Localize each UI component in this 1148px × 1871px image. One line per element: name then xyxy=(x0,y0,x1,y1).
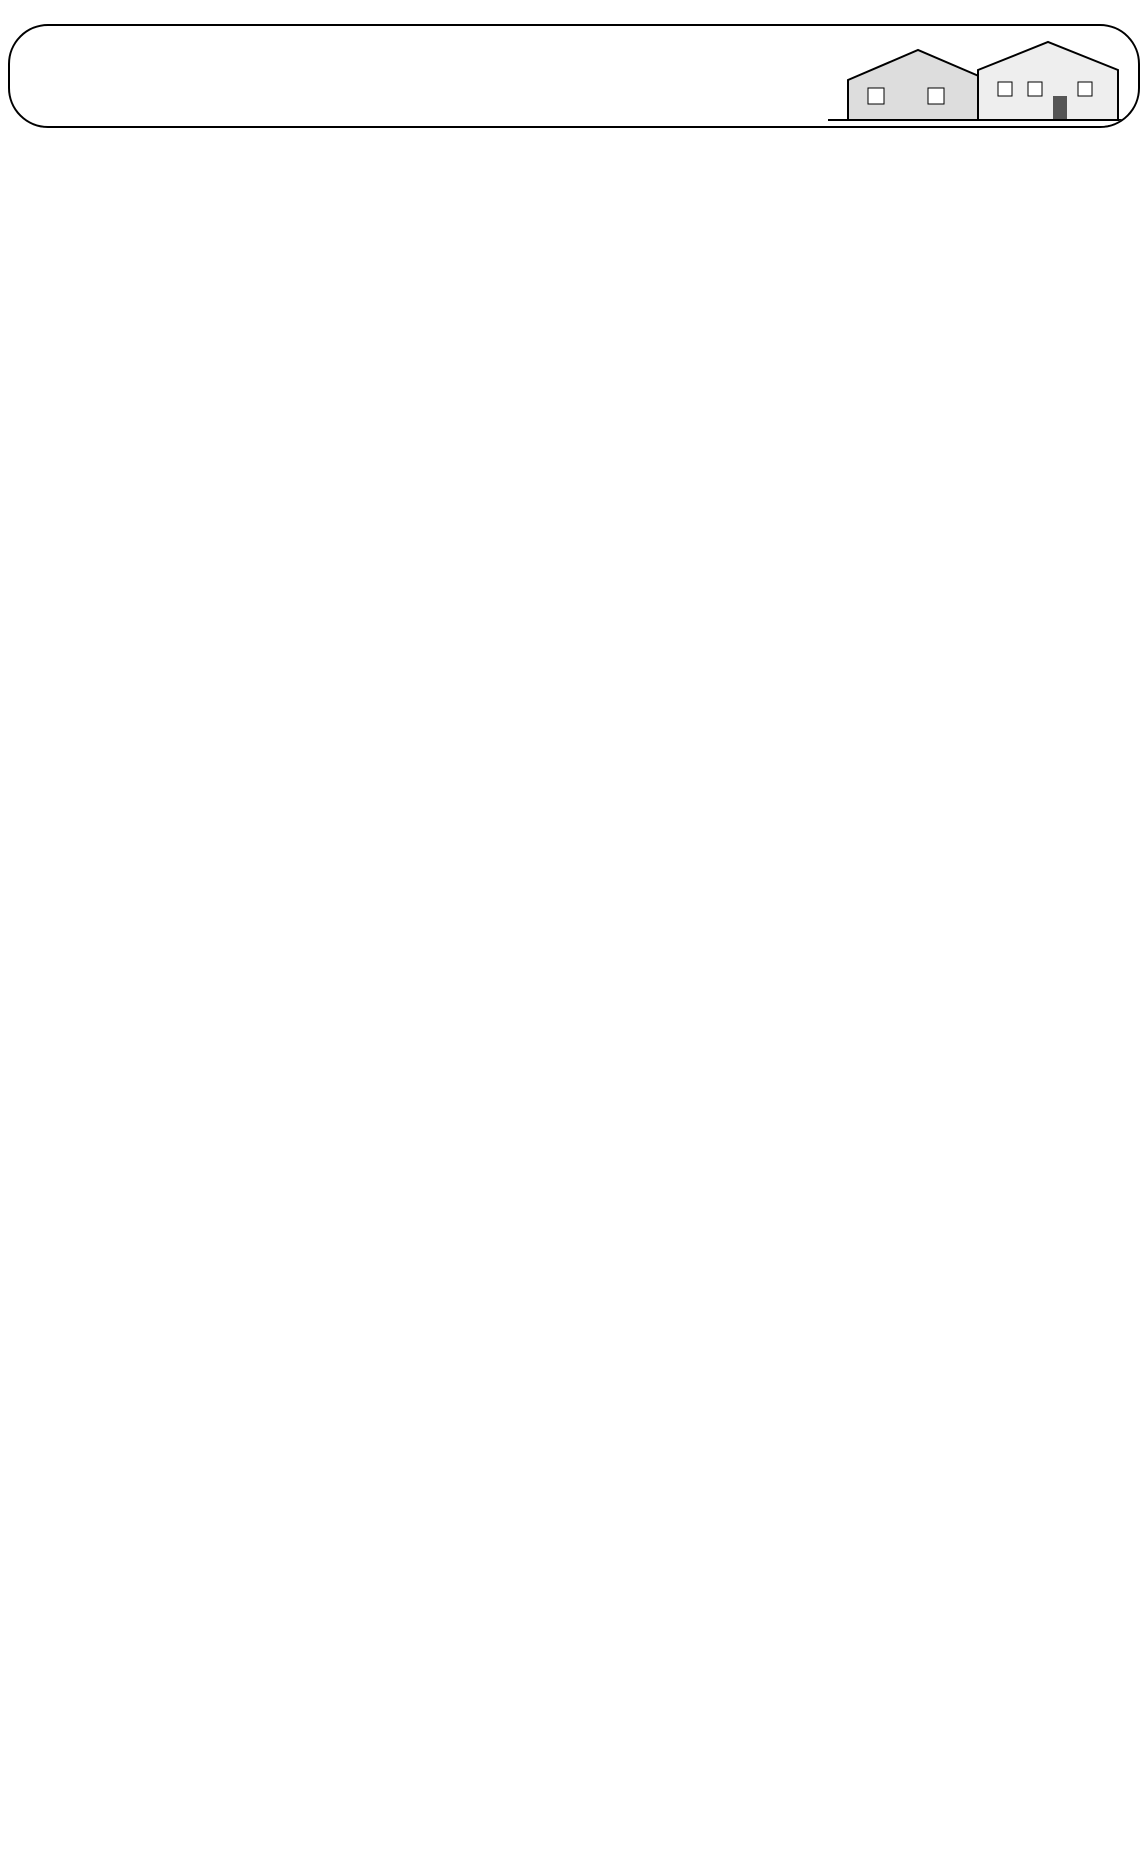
classified-page xyxy=(6,134,1142,1861)
house-illustration-icon xyxy=(828,30,1128,126)
masthead xyxy=(8,24,1140,128)
